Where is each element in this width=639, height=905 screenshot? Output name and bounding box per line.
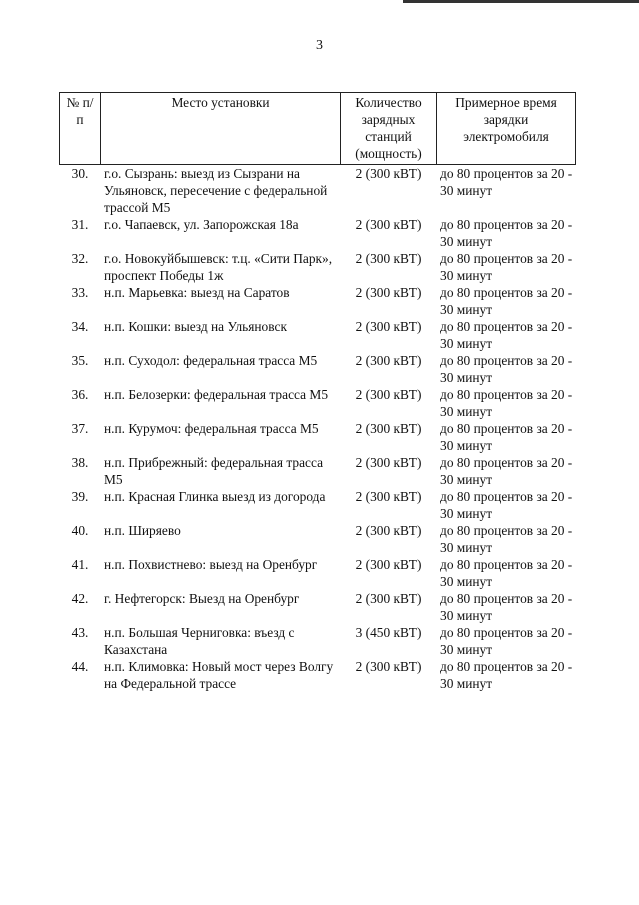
header-time: Примерное время зарядки электромобиля <box>437 93 576 165</box>
row-time: до 80 процентов за 20 - 30 минут <box>440 387 573 419</box>
row-time: до 80 процентов за 20 - 30 минут <box>440 455 573 487</box>
table-row <box>60 488 576 522</box>
row-time: до 80 процентов за 20 - 30 минут <box>440 523 573 555</box>
row-count: 2 (300 кВТ) <box>355 217 422 232</box>
table-row <box>60 624 576 658</box>
table-row <box>60 284 576 318</box>
table-row <box>60 318 576 352</box>
row-num: 39. <box>71 489 89 504</box>
table-row <box>60 522 576 556</box>
row-num: 42. <box>71 591 89 606</box>
row-place: н.п. Красная Глинка выезд из догорода <box>104 489 326 504</box>
row-place: н.п. Марьевка: выезд на Саратов <box>104 285 290 300</box>
table-row <box>60 386 576 420</box>
row-place: н.п. Кошки: выезд на Ульяновск <box>104 319 287 334</box>
table-row <box>60 352 576 386</box>
row-num: 35. <box>71 353 89 368</box>
row-num: 34. <box>71 319 89 334</box>
row-count: 2 (300 кВТ) <box>355 285 422 300</box>
row-time: до 80 процентов за 20 - 30 минут <box>440 489 573 521</box>
row-time: до 80 процентов за 20 - 30 минут <box>440 285 573 317</box>
row-place: г.о. Сызрань: выезд из Сызрани на Ульяновск, пересечение с федеральной трассой М5 <box>104 166 328 215</box>
row-count: 2 (300 кВТ) <box>355 387 422 402</box>
row-num: 41. <box>71 557 89 572</box>
row-num: 30. <box>71 166 89 181</box>
row-place: н.п. Суходол: федеральная трасса М5 <box>104 353 318 368</box>
row-place: н.п. Климовка: Новый мост через Волгу на Федеральной трассе <box>104 659 334 691</box>
row-time: до 80 процентов за 20 - 30 минут <box>440 557 573 589</box>
row-count: 2 (300 кВТ) <box>355 251 422 266</box>
row-place: н.п. Похвистнево: выезд на Оренбург <box>104 557 318 572</box>
row-num: 44. <box>71 659 89 674</box>
row-count: 3 (450 кВТ) <box>355 625 422 640</box>
header-count: Количество зарядных станций (мощность) <box>341 93 437 165</box>
row-time: до 80 процентов за 20 - 30 минут <box>440 166 573 198</box>
row-time: до 80 процентов за 20 - 30 минут <box>440 659 573 691</box>
row-place: г.о. Чапаевск, ул. Запорожская 18а <box>104 217 299 232</box>
table-row <box>60 165 576 217</box>
row-time: до 80 процентов за 20 - 30 минут <box>440 319 573 351</box>
row-time: до 80 процентов за 20 - 30 минут <box>440 591 573 623</box>
row-place: н.п. Большая Черниговка: въезд с Казахстана <box>104 625 295 657</box>
row-count: 2 (300 кВТ) <box>355 421 422 436</box>
row-num: 32. <box>71 251 89 266</box>
row-count: 2 (300 кВТ) <box>355 319 422 334</box>
row-num: 43. <box>71 625 89 640</box>
row-time: до 80 процентов за 20 - 30 минут <box>440 353 573 385</box>
row-num: 40. <box>71 523 89 538</box>
row-count: 2 (300 кВТ) <box>355 557 422 572</box>
page-number: 3 <box>316 38 323 53</box>
table-row <box>60 454 576 488</box>
charging-stations-table <box>59 92 576 692</box>
row-count: 2 (300 кВТ) <box>355 659 422 674</box>
row-place: г.о. Новокуйбышевск: т.ц. «Сити Парк», проспект Победы 1ж <box>104 251 333 283</box>
row-place: н.п. Прибрежный: федеральная трасса М5 <box>104 455 324 487</box>
row-num: 36. <box>71 387 89 402</box>
table-row <box>60 556 576 590</box>
row-num: 38. <box>71 455 89 470</box>
row-time: до 80 процентов за 20 - 30 минут <box>440 251 573 283</box>
row-time: до 80 процентов за 20 - 30 минут <box>440 421 573 453</box>
table-row <box>60 590 576 624</box>
row-count: 2 (300 кВТ) <box>355 455 422 470</box>
scan-edge-line <box>403 0 639 3</box>
row-count: 2 (300 кВТ) <box>355 166 422 181</box>
row-count: 2 (300 кВТ) <box>355 353 422 368</box>
row-place: н.п. Курумоч: федеральная трасса М5 <box>104 421 319 436</box>
table-row <box>60 420 576 454</box>
header-place: Место установки <box>101 93 341 165</box>
row-num: 37. <box>71 421 89 436</box>
row-num: 31. <box>71 217 89 232</box>
row-place: н.п. Белозерки: федеральная трасса М5 <box>104 387 329 402</box>
table-row <box>60 216 576 250</box>
row-num: 33. <box>71 285 89 300</box>
row-count: 2 (300 кВТ) <box>355 489 422 504</box>
row-place: н.п. Ширяево <box>104 523 181 538</box>
row-count: 2 (300 кВТ) <box>355 523 422 538</box>
row-time: до 80 процентов за 20 - 30 минут <box>440 625 573 657</box>
table-row <box>60 250 576 284</box>
row-count: 2 (300 кВТ) <box>355 591 422 606</box>
table-row <box>60 658 576 692</box>
row-place: г. Нефтегорск: Выезд на Оренбург <box>104 591 300 606</box>
header-num: № п/п <box>60 93 101 165</box>
table-header-row <box>60 93 576 165</box>
row-time: до 80 процентов за 20 - 30 минут <box>440 217 573 249</box>
